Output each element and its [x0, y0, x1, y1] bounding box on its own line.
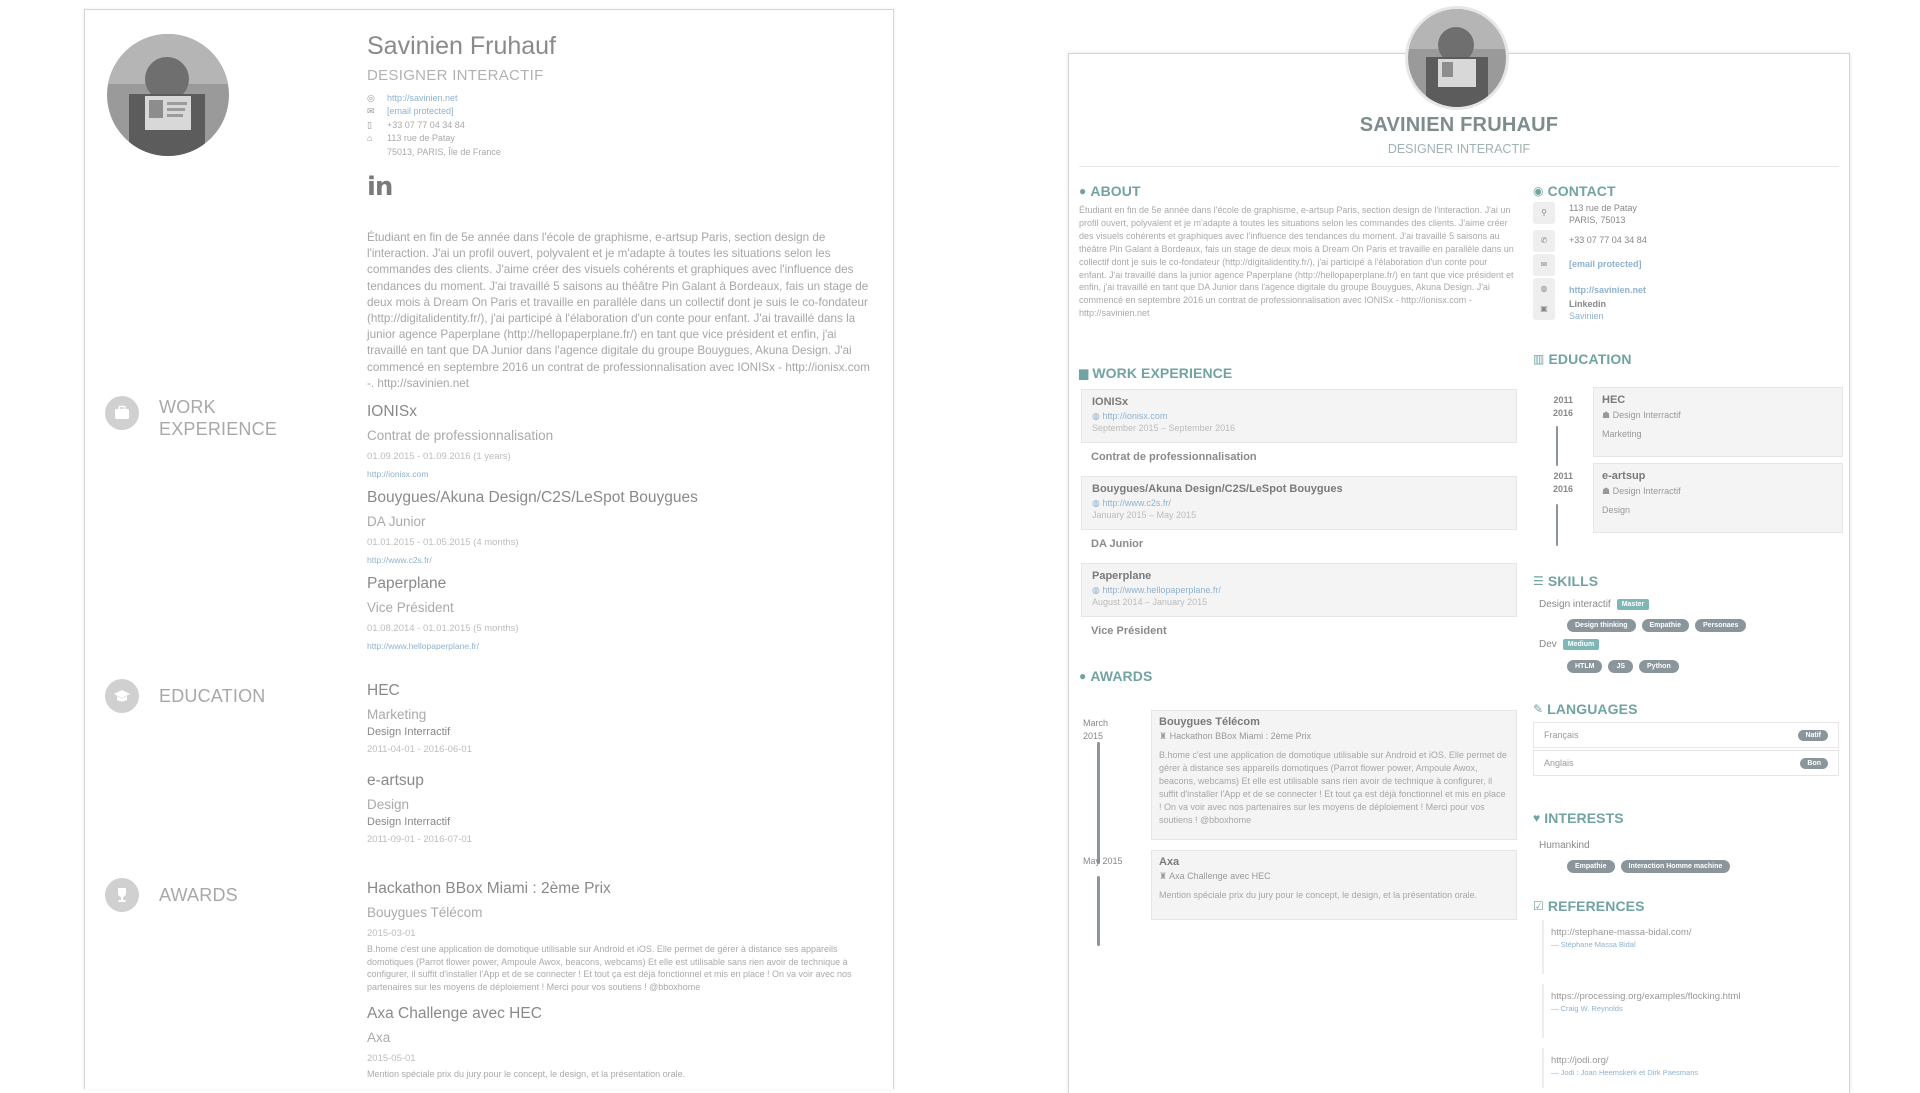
- skill-row: [1539, 639, 1599, 650]
- contact-email: [367, 105, 877, 118]
- section-label: EDUCATION: [159, 686, 266, 706]
- reference-bar: [1542, 1048, 1544, 1088]
- reference-url[interactable]: https://processing.org/examples/flocking.html: [1551, 991, 1741, 1002]
- website-link[interactable]: http://savinien.net: [1569, 285, 1647, 295]
- contact-address: [367, 132, 877, 145]
- work-org: Bouygues/Akuna Design/C2S/LeSpot Bouygues: [367, 489, 698, 506]
- briefcase-icon: ▆: [1079, 366, 1089, 380]
- phone-icon: ✆: [1533, 230, 1555, 252]
- work-dates: 01.01.2015 - 01.05.2015 (4 months): [367, 537, 519, 548]
- award-date: March 2015: [1083, 718, 1109, 741]
- work-position: Vice Président: [367, 600, 454, 615]
- education-field: Marketing: [1602, 429, 1642, 439]
- institution-icon: ▥: [1533, 352, 1545, 366]
- envelope-icon: ✉: [367, 106, 375, 117]
- social-icon: ▣: [1533, 298, 1555, 320]
- section-label: AWARDS: [159, 885, 238, 905]
- work-dates: 01.09.2015 - 01.09.2016 (1 years): [367, 451, 511, 462]
- work-card: [1081, 389, 1517, 443]
- work-company: Paperplane: [1092, 570, 1152, 582]
- reference-bar: [1542, 984, 1544, 1038]
- award-title: Bouygues Télécom: [1159, 716, 1260, 728]
- education-entry: [367, 681, 877, 755]
- globe-icon: ◍: [1092, 411, 1103, 421]
- graduation-cap-icon: [105, 679, 139, 713]
- job-title: DESIGNER INTERACTIF: [367, 67, 544, 84]
- reference-bar: [1542, 920, 1544, 974]
- work-dates: 01.08.2014 - 01.01.2015 (5 months): [367, 623, 519, 634]
- map-marker-icon: ⚲: [1533, 202, 1555, 224]
- language-row: [1533, 750, 1839, 776]
- summary: Étudiant en fin de 5e année dans l'école de graphisme, e-artsup Paris, section design de l'interaction. J'ai un profil ouvert, polyvalent et je m'adapte à toutes les situations selon les commandes des clients. J'aime créer des visuels cohérents et graphiques avec l'influence des tendances du moment. J'ai travaillé 5 saisons au théâtre Pin Galant à Bordeaux, fais un stage de deux mois à Dream On Paris et travaille en parallèle dans un collectif dont je suis le co-fondateur (http://digitalidentity.fr/), j'ai participé à l'élaboration d'un conte pour enfant. J'ai travaillé dans la junior agence Paperplane (http://hellopaperplane.fr/) en tant que vice président et enfin, j'ai travaillé en tant que DA Junior dans l'agence digitale du groupe Bouygues, Akuna Design. J'ai commencé en septembre 2016 un contrat de professionnalisation avec IONISx - http://ionisx.com -. http://savinien.net: [367, 231, 870, 390]
- keyword-tag: Empathie: [1642, 619, 1690, 632]
- language-name: Français: [1544, 730, 1579, 740]
- timeline-bar: [1556, 504, 1558, 546]
- website-link[interactable]: http://savinien.net: [387, 93, 458, 103]
- globe-icon: ◍: [1092, 498, 1103, 508]
- check-square-icon: ☑: [1533, 899, 1544, 913]
- award-card: [1151, 710, 1517, 840]
- email-link[interactable]: [email protected]: [387, 106, 454, 117]
- education-dates: 2011 2016: [1552, 395, 1573, 418]
- graduation-cap-icon: ☗: [1602, 410, 1613, 420]
- section-awards: [105, 878, 335, 912]
- work-position: Vice Président: [1091, 625, 1167, 637]
- linkedin-icon[interactable]: in: [367, 172, 393, 202]
- trophy-icon: [105, 878, 139, 912]
- skill-row: [1539, 599, 1649, 610]
- about-text: Étudiant en fin de 5e année dans l'école de graphisme, e-artsup Paris, section design de l'interaction. J'ai un profil ouvert, polyvalent et je m'adapte à toutes les situations selon les commandes des clients. J'aime créer des visuels cohérents et graphiques avec l'influence des tendances du moment. J'ai travaillé 5 saisons au théâtre Pin Galant à Bordeaux, fais un stage de deux mois à Dream On Paris et travaille en parallèle dans un collectif dont je suis le co-fondateur (http://digitalidentity.fr/), j'ai participé à l'élaboration d'un conte pour enfant. J'ai travaillé dans la junior agence Paperplane (http://hellopaperplane.fr/) en tant que vice président et enfin, j'ai travaillé en tant que DA Junior dans l'agence digitale du groupe Bouygues, Akuna Design. J'ai commencé en septembre 2016 un contrat de professionnalisation avec IONISx - http://ionisx.com - http://savinien.net: [1079, 205, 1514, 319]
- globe-icon: ◍: [1533, 278, 1555, 300]
- section-work-experience: [105, 396, 335, 440]
- work-url[interactable]: http://www.c2s.fr/: [1102, 498, 1171, 508]
- interest-keywords: [1567, 860, 1730, 873]
- education-card: HEC ☗ Design Interractif Marketing: [1593, 387, 1843, 457]
- skill-keywords: [1567, 660, 1679, 673]
- work-position: Contrat de professionnalisation: [1091, 451, 1257, 463]
- award-body: B.home c'est une application de domotique utilisable sur Android et iOS. Elle permet de gérer à distance ses appareils domotiques (Parrot flower power, Ampoule Awox, beacons, webcams) Et elle est utilisable sans rien avoir de technique à configurer, il suffit d'installer l'App et de se connecter ! Et tout ça est déjà fonctionnel et mis en place ! On va voir avec nos partenaires sur les moyens de déploiement ! Merci pour vos soutiens ! @bboxhome: [1159, 750, 1507, 825]
- education-org: HEC: [367, 682, 400, 699]
- education-degree: Design Interractif: [367, 816, 451, 828]
- education-name: HEC: [1602, 394, 1626, 406]
- work-company: Bouygues/Akuna Design/C2S/LeSpot Bouygues: [1092, 483, 1343, 495]
- phone-icon: ▯: [367, 119, 372, 130]
- work-org: IONISx: [367, 403, 417, 420]
- user-icon: ●: [1079, 184, 1087, 198]
- education-dates: 2011-04-01 - 2016-06-01: [367, 744, 472, 755]
- heading-about: ● ABOUT: [1079, 183, 1141, 199]
- education-org: e-artsup: [367, 772, 424, 789]
- work-url[interactable]: http://www.c2s.fr/: [367, 555, 432, 565]
- award-subtitle: Hackathon BBox Miami : 2ème Prix: [1169, 731, 1312, 741]
- contact-address-2: [367, 146, 877, 159]
- trophy-icon: ♜: [1159, 871, 1170, 881]
- award-summary: B.home c'est une application de domotique utilisable sur Android et iOS. Elle permet de gérer à distance ses appareils domotiques (Parrot flower power, Ampoule Awox, beacons, webcams) Et elle est utilisable sans rien avoir de technique à configurer, il suffit d'installer l'App et de se connecter ! Et tout ça est déjà fonctionnel et mis en place ! On va voir avec nos partenaires sur les moyens de déploiement ! Merci pour vos soutiens ! @bboxhome: [367, 944, 852, 992]
- circle-icon: ●: [1079, 669, 1087, 683]
- heading-references: ☑ REFERENCES: [1533, 898, 1645, 914]
- skill-keywords: [1567, 619, 1746, 632]
- skill-level: Medium: [1563, 639, 1599, 650]
- award-date: 2015-05-01: [367, 1053, 416, 1064]
- award-body: Mention spéciale prix du jury pour le concept, le design, et la présentation orale.: [1159, 890, 1478, 900]
- timeline-bar: [1097, 876, 1100, 946]
- reference-item: [1551, 991, 1831, 1013]
- work-org: Paperplane: [367, 575, 447, 592]
- list-icon: ☰: [1533, 574, 1544, 588]
- work-position: Contrat de professionnalisation: [367, 428, 554, 443]
- keyword-tag: Python: [1639, 660, 1679, 673]
- award-subtitle: Axa Challenge avec HEC: [1169, 871, 1271, 881]
- address-line-2: 75013, PARIS, Île de France: [387, 146, 501, 157]
- heading-languages: ✎ LANGUAGES: [1533, 701, 1638, 717]
- heading-work-experience: ▆ WORK EXPERIENCE: [1079, 365, 1233, 381]
- resume-modern: [1068, 53, 1850, 1093]
- work-position: DA Junior: [367, 514, 426, 529]
- interest-name: Humankind: [1539, 840, 1590, 851]
- reference-author: — Jodi : Joan Heemskerk et Dirk Paesmans: [1551, 1068, 1699, 1077]
- language-row: [1533, 722, 1839, 748]
- contact-phone: ✆ +33 07 77 04 34 84: [1533, 230, 1838, 254]
- contact-address: ⚲ 113 rue de Patay PARIS, 75013: [1533, 202, 1838, 226]
- heading-contact: ◉ CONTACT: [1533, 183, 1616, 199]
- social-link[interactable]: Savinien: [1569, 311, 1604, 321]
- award-date: 2015-03-01: [367, 928, 416, 939]
- profile-photo: [107, 34, 229, 156]
- award-summary: Mention spéciale prix du jury pour le concept, le design, et la présentation orale.: [367, 1069, 686, 1079]
- education-dates: 2011-09-01 - 2016-07-01: [367, 834, 472, 845]
- home-icon: ⌂: [367, 133, 373, 144]
- education-area: Design: [367, 797, 410, 812]
- contact-email: [1533, 254, 1838, 278]
- timeline-bar: [1556, 426, 1558, 466]
- globe-icon: ◍: [1092, 585, 1103, 595]
- award-title: Axa Challenge avec HEC: [367, 1005, 542, 1022]
- award-date: May 2015: [1083, 856, 1123, 866]
- keyword-tag: Empathie: [1567, 860, 1615, 873]
- address-line-1: 113 rue de Patay: [387, 133, 455, 144]
- briefcase-icon: [105, 396, 139, 430]
- contact-phone: [367, 119, 877, 132]
- name: SAVINIEN FRUHAUF: [1359, 114, 1559, 136]
- email-link[interactable]: [email protected]: [1569, 259, 1642, 269]
- target-icon: ◉: [1533, 184, 1544, 198]
- profile-photo: [1405, 6, 1509, 110]
- language-icon: ✎: [1533, 702, 1544, 716]
- keyword-tag: JS: [1608, 660, 1633, 673]
- timeline-bar: [1097, 742, 1100, 864]
- work-entry: [367, 574, 877, 651]
- skill-name: Dev: [1539, 639, 1557, 650]
- work-url[interactable]: http://www.hellopaperplane.fr/: [1102, 585, 1221, 595]
- envelope-icon: ✉: [1533, 254, 1555, 276]
- trophy-icon: ♜: [1159, 731, 1170, 741]
- divider: [1079, 166, 1839, 167]
- work-url[interactable]: http://www.hellopaperplane.fr/: [367, 641, 479, 651]
- keyword-tag: Personaes: [1695, 619, 1746, 632]
- section-education: [105, 679, 335, 713]
- reference-item: [1551, 1055, 1831, 1077]
- reference-author: — Craig W. Reynolds: [1551, 1004, 1623, 1013]
- education-dates: 2011 2016: [1552, 471, 1573, 494]
- phone-text: +33 07 77 04 34 84: [387, 119, 465, 130]
- keyword-tag: Interaction Homme machine: [1621, 860, 1731, 873]
- contact-list: [367, 92, 877, 159]
- language-level: Natif: [1798, 730, 1828, 741]
- award-title: Hackathon BBox Miami : 2ème Prix: [367, 880, 611, 897]
- skill-level: Master: [1617, 599, 1650, 610]
- globe-icon: ◎: [367, 93, 375, 103]
- work-url[interactable]: http://ionisx.com: [367, 469, 429, 479]
- education-field: Design: [1602, 505, 1631, 515]
- award-entry: [367, 879, 877, 993]
- work-card: [1081, 563, 1517, 617]
- section-label: WORK EXPERIENCE: [159, 397, 278, 439]
- education-card: e-artsup ☗ Design Interractif Design: [1593, 463, 1843, 533]
- award-title: Axa: [1159, 856, 1180, 868]
- keyword-tag: HTLM: [1567, 660, 1602, 673]
- education-degree: Design Interractif: [367, 726, 451, 738]
- contact-social: ▣ Linkedin Savinien: [1533, 298, 1838, 322]
- reference-url[interactable]: http://jodi.org/: [1551, 1055, 1609, 1066]
- keyword-tag: Design thinking: [1567, 619, 1636, 632]
- work-dates: January 2015 – May 2015: [1092, 510, 1197, 520]
- skill-name: Design interactif: [1539, 599, 1611, 610]
- contact-website: [367, 92, 877, 105]
- work-dates: September 2015 – September 2016: [1092, 423, 1236, 433]
- heading-awards: ● AWARDS: [1079, 668, 1153, 684]
- reference-author: — Stéphane Massa Bidal: [1551, 940, 1636, 949]
- work-entry: [367, 402, 877, 479]
- work-position: DA Junior: [1091, 538, 1144, 550]
- heading-interests: ♥ INTERESTS: [1533, 810, 1624, 826]
- language-level: Bon: [1800, 758, 1828, 769]
- work-dates: August 2014 – January 2015: [1092, 597, 1208, 607]
- heading-education: ▥ EDUCATION: [1533, 351, 1632, 367]
- heart-icon: ♥: [1533, 811, 1541, 825]
- award-card: [1151, 850, 1517, 920]
- education-area: Marketing: [367, 707, 427, 722]
- resume-classic: [84, 9, 894, 1089]
- heading-skills: ☰ SKILLS: [1533, 573, 1599, 589]
- award-awarder: Axa: [367, 1030, 391, 1045]
- work-url[interactable]: http://ionisx.com: [1102, 411, 1168, 421]
- job-title: DESIGNER INTERACTIF: [1387, 142, 1531, 156]
- work-card: [1081, 476, 1517, 530]
- reference-url[interactable]: http://stephane-massa-bidal.com/: [1551, 927, 1692, 938]
- work-company: IONISx: [1092, 396, 1129, 408]
- education-entry: [367, 771, 877, 845]
- reference-item: [1551, 927, 1831, 949]
- education-name: e-artsup: [1602, 470, 1646, 482]
- graduation-cap-icon: ☗: [1602, 486, 1613, 496]
- name: Savinien Fruhauf: [367, 32, 557, 60]
- award-awarder: Bouygues Télécom: [367, 905, 483, 920]
- award-entry: [367, 1004, 877, 1081]
- language-name: Anglais: [1544, 758, 1574, 768]
- work-entry: [367, 488, 877, 565]
